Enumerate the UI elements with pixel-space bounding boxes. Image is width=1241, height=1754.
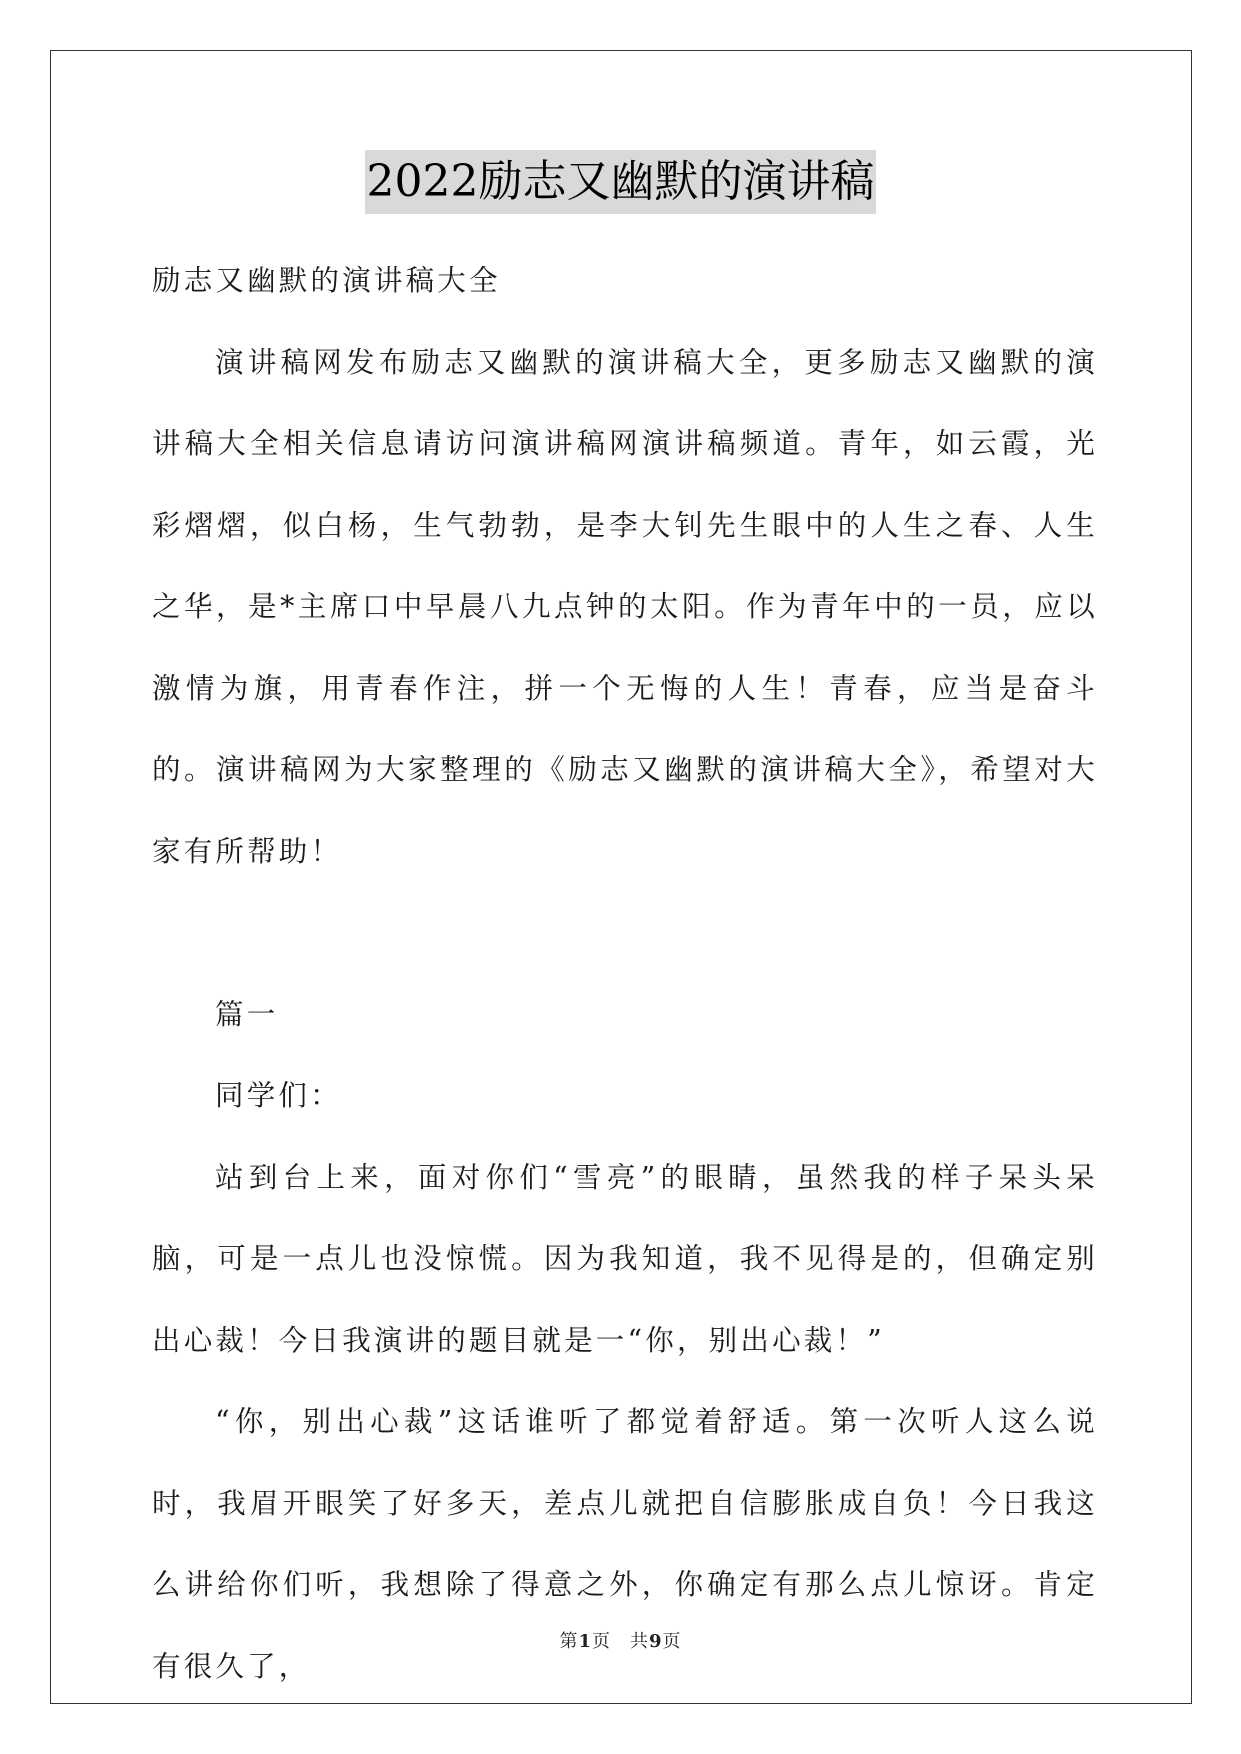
footer-prefix: 第 xyxy=(559,1631,579,1652)
intro-paragraph: 演讲稿网发布励志又幽默的演讲稿大全，更多励志又幽默的演讲稿大全相关信息请访问演讲稿网演讲稿频道。青年，如云霞，光彩熠熠，似白杨，生气勃勃，是李大钊先生眼中的人生之春、人生之华，是*主席口中早晨八九点钟的太阳。作为青年中的一员，应以激情为旗，用青春作注，拼一个无悔的人生！青春，应当是奋斗的。演讲稿网为大家整理的《励志又幽默的演讲稿大全》，希望对大家有所帮助！ xyxy=(152,345,1098,868)
total-page-number: 9 xyxy=(649,1631,663,1652)
document-body xyxy=(152,240,1098,1707)
current-page-number: 1 xyxy=(578,1631,592,1652)
blank-line xyxy=(152,892,1098,974)
section-label: 篇一 xyxy=(215,997,279,1031)
body-paragraph-1: 站到台上来，面对你们“雪亮”的眼睛，虽然我的样子呆头呆脑，可是一点儿也没惊慌。因为我知道，我不见得是的，但确定别出心裁！今日我演讲的题目就是一“你，别出心裁！” xyxy=(152,1160,1098,1357)
greeting-line: 同学们： xyxy=(215,1079,342,1112)
title-container xyxy=(0,150,1241,214)
footer-mid: 页 共 xyxy=(592,1631,649,1652)
document-title: 2022励志又幽默的演讲稿 xyxy=(365,150,877,214)
body-paragraph-2: “你，别出心裁”这话谁听了都觉着舒适。第一次听人这么说时，我眉开眼笑了好多天，差点儿就把自信膨胀成自负！今日我这么讲给你们听，我想除了得意之外，你确定有那么点儿惊讶。肯定有很久了， xyxy=(152,1405,1098,1683)
page-footer xyxy=(0,1627,1241,1653)
subtitle-line: 励志又幽默的演讲稿大全 xyxy=(152,264,501,297)
footer-suffix: 页 xyxy=(662,1631,682,1652)
